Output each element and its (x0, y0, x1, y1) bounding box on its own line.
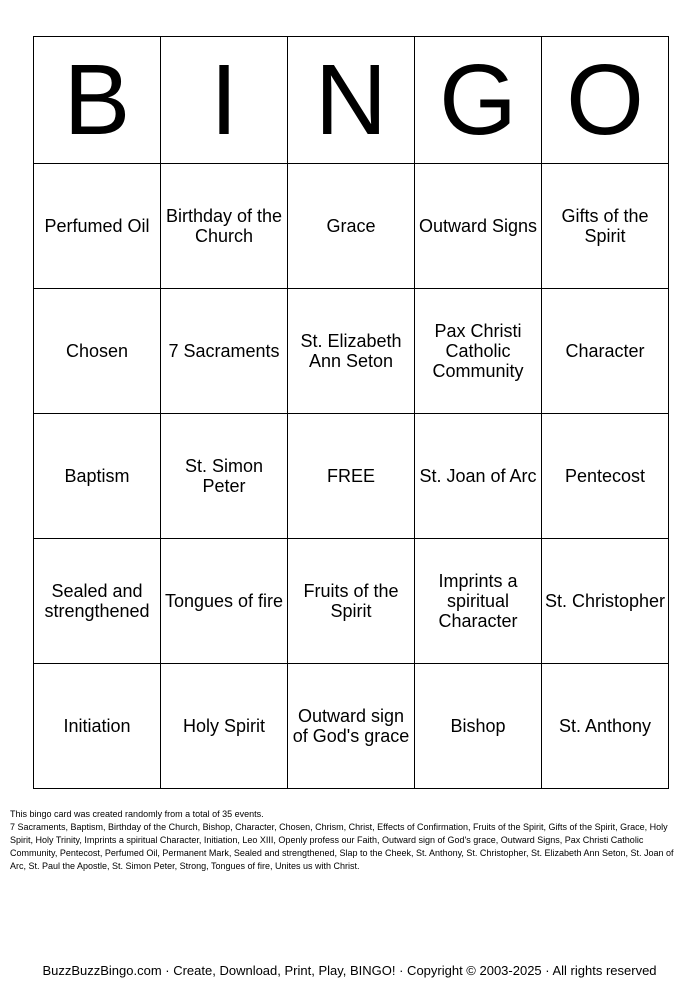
card-cell: 7 Sacraments (161, 289, 288, 414)
header-letter-o: O (542, 37, 669, 164)
card-cell: Initiation (34, 664, 161, 789)
event-list-note (10, 808, 690, 873)
card-cell: St. Christopher (542, 539, 669, 664)
card-cell: Pax Christi Catholic Community (415, 289, 542, 414)
card-cell: Tongues of fire (161, 539, 288, 664)
note-events: 7 Sacraments, Baptism, Birthday of the Church, Bishop, Character, Chosen, Chrism, Christ, Effects of Confirmation, Fruits of the Spirit, Gifts of the Spirit, Grace, Holy Spirit, Holy Trinity, Imprints a spiritual Character, Initiation, Leo XIII, Openly profess our Faith, Outward sign of God's grace, Outward Signs, Pax Christi Catholic Community, Pentecost, Perfumed Oil, Permanent Mark, Sealed and strengthened, Slap to the Cheek, St. Anthony, St. Christopher, St. Elizabeth Ann Seton, St. Joan of Arc, St. Paul the Apostle, St. Simon Peter, Strong, Tongues of fire, Unites us with Christ. (10, 822, 674, 871)
card-cell: St. Elizabeth Ann Seton (288, 289, 415, 414)
header-letter-b: B (34, 37, 161, 164)
card-cell: Sealed and strengthened (34, 539, 161, 664)
header-row (34, 37, 669, 164)
card-cell: Chosen (34, 289, 161, 414)
card-row (34, 164, 669, 289)
card-cell: Character (542, 289, 669, 414)
card-cell: Holy Spirit (161, 664, 288, 789)
card-row (34, 539, 669, 664)
card-cell: Outward sign of God's grace (288, 664, 415, 789)
free-space-cell: FREE (288, 414, 415, 539)
header-letter-g: G (415, 37, 542, 164)
card-cell: Pentecost (542, 414, 669, 539)
bingo-card (33, 36, 669, 789)
card-cell: Bishop (415, 664, 542, 789)
card-cell: St. Simon Peter (161, 414, 288, 539)
card-row (34, 414, 669, 539)
site-footer: BuzzBuzzBingo.com · Create, Download, Print, Play, BINGO! · Copyright © 2003-2025 · All rights reserved (42, 963, 657, 978)
card-cell: St. Anthony (542, 664, 669, 789)
header-letter-i: I (161, 37, 288, 164)
card-cell: St. Joan of Arc (415, 414, 542, 539)
card-cell: Outward Signs (415, 164, 542, 289)
header-letter-n: N (288, 37, 415, 164)
card-cell: Grace (288, 164, 415, 289)
card-cell: Imprints a spiritual Character (415, 539, 542, 664)
card-cell: Perfumed Oil (34, 164, 161, 289)
card-row (34, 664, 669, 789)
card-cell: Baptism (34, 414, 161, 539)
card-row (34, 289, 669, 414)
card-cell: Birthday of the Church (161, 164, 288, 289)
card-cell: Gifts of the Spirit (542, 164, 669, 289)
card-cell: Fruits of the Spirit (288, 539, 415, 664)
note-intro: This bingo card was created randomly from a total of 35 events. (10, 809, 264, 819)
